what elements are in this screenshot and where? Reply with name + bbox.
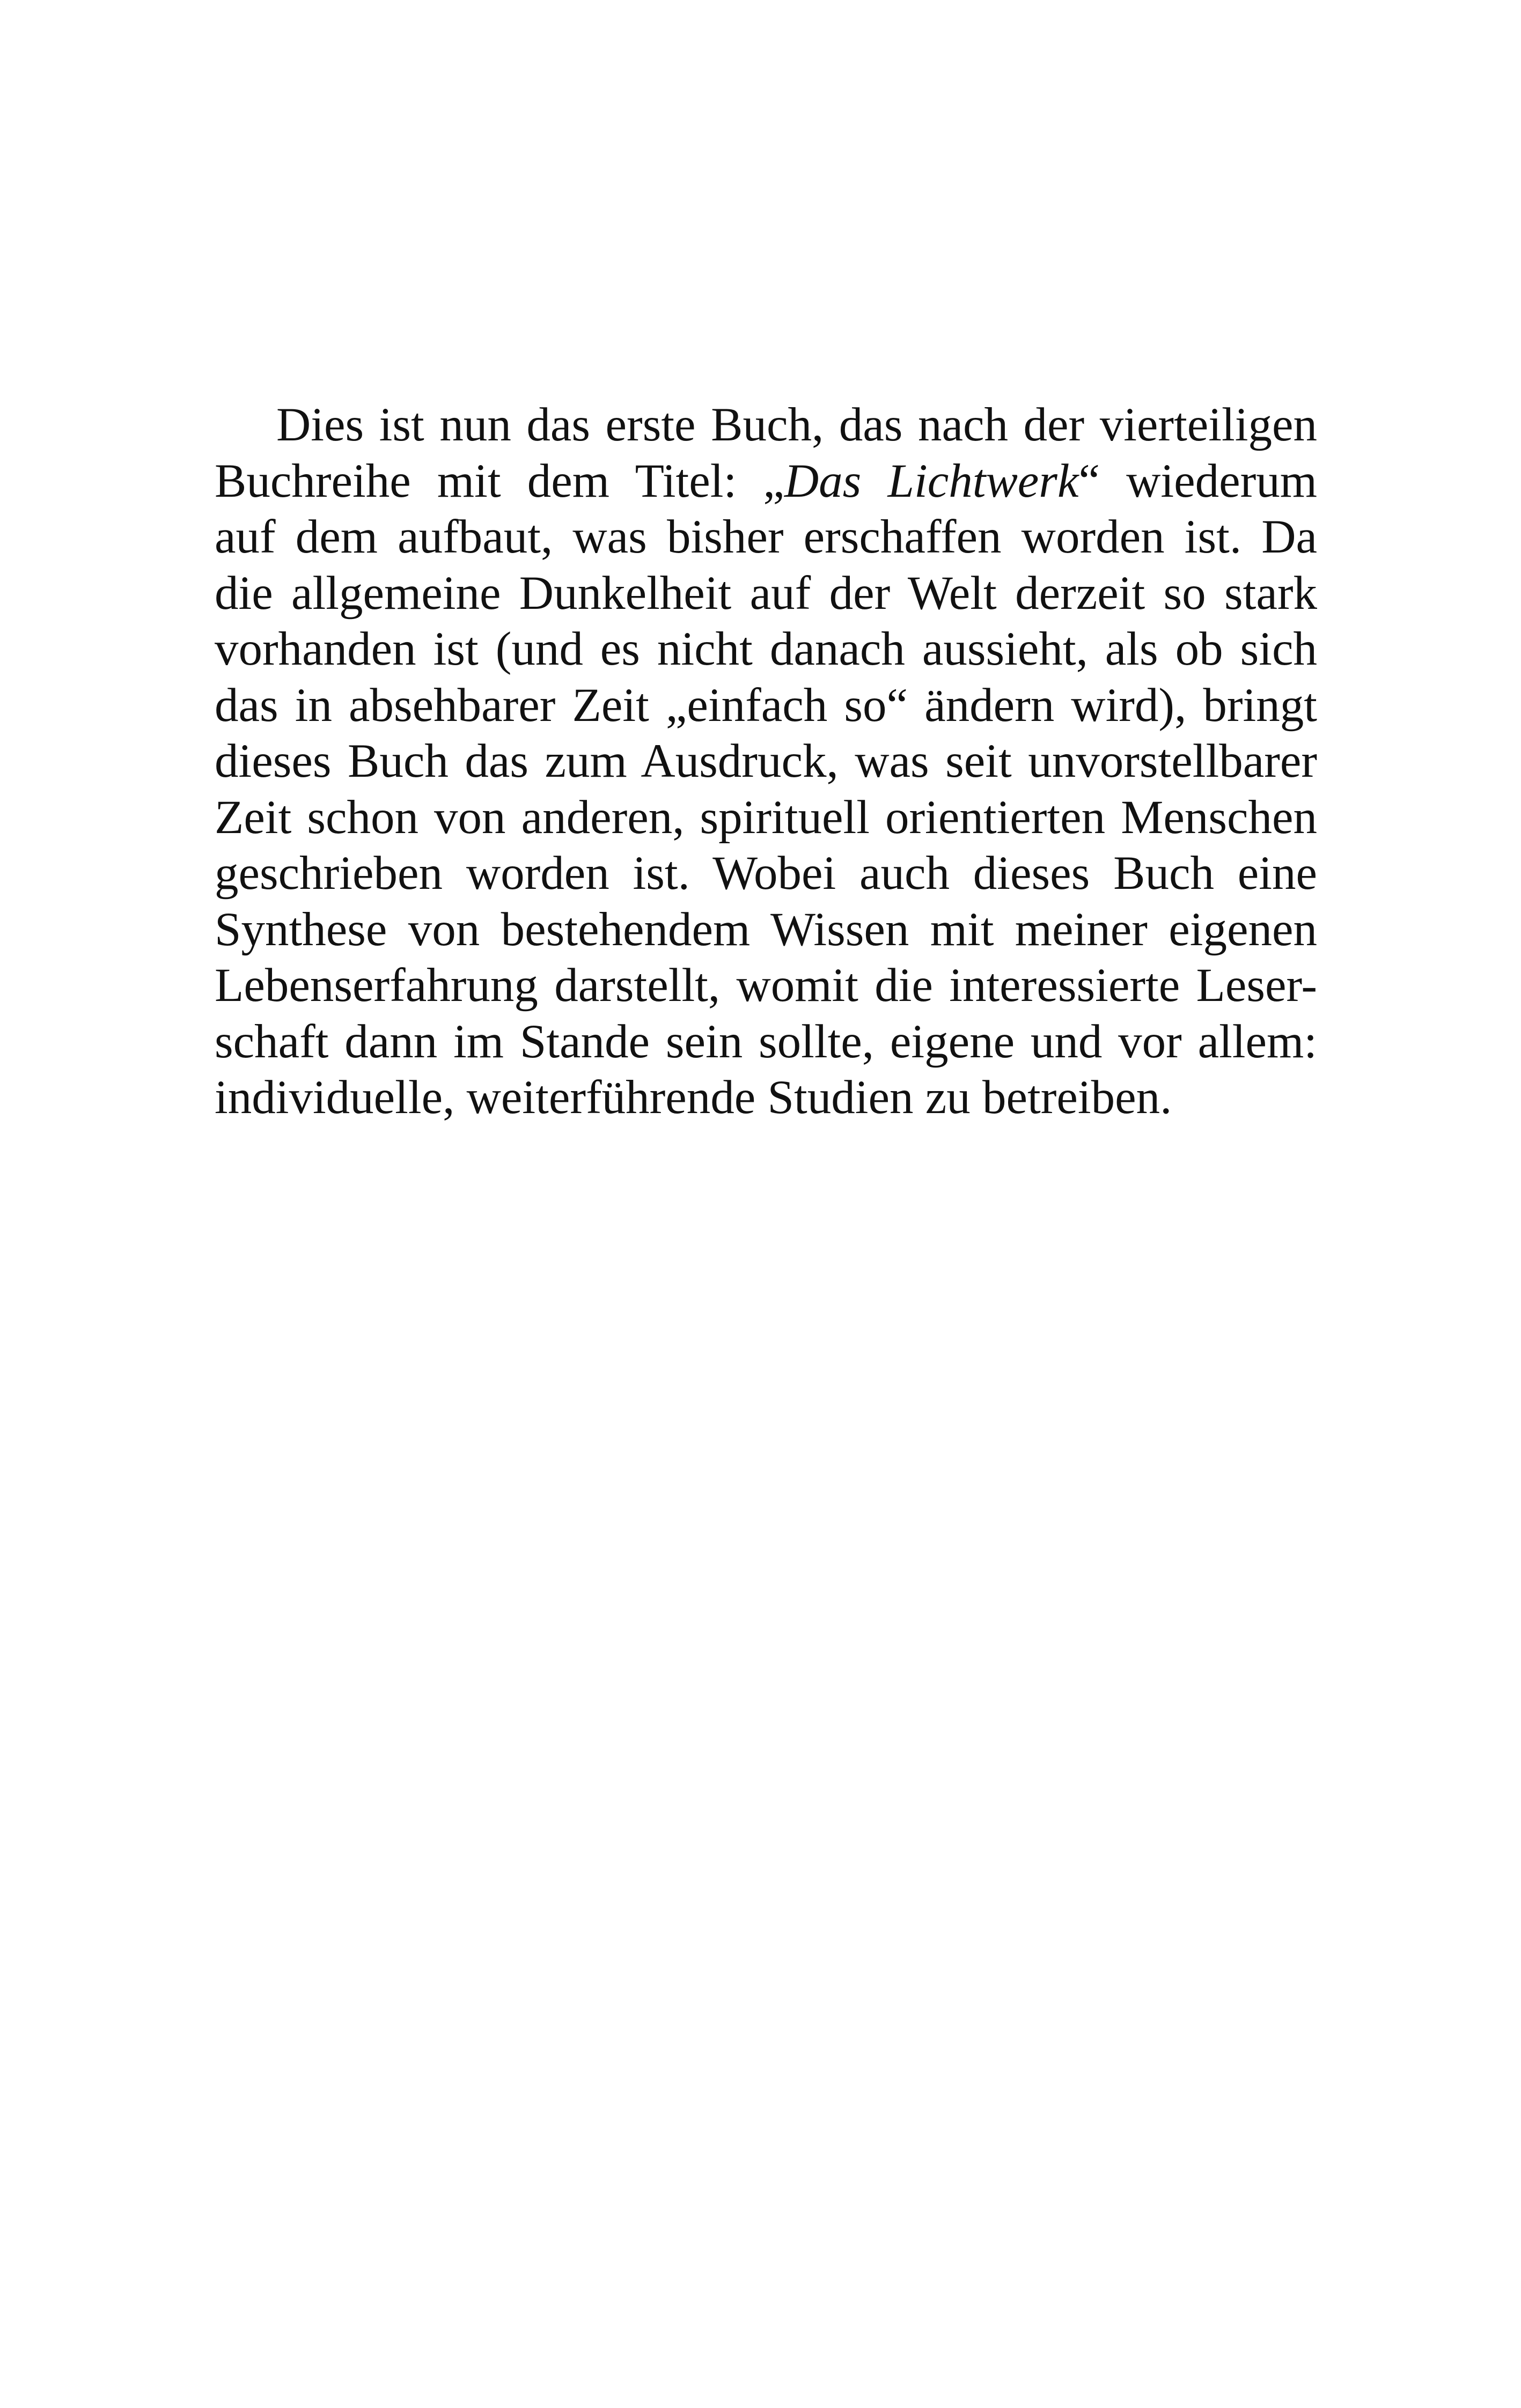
body-paragraph [215, 397, 1317, 1126]
paragraph-line: auf dem aufbaut, was bisher erschaffen worden ist. Da [215, 511, 1317, 563]
paragraph-line: die allgemeine Dunkelheit auf der Welt derzeit so stark [215, 566, 1317, 620]
paragraph-line: geschrieben worden ist. Wobei auch dieses Buch eine [215, 847, 1317, 900]
paragraph-line: vorhanden ist (und es nicht danach aussieht, als ob sich [215, 623, 1317, 675]
paragraph-line: individuelle, weiterführende Studien zu betreiben. [215, 1071, 1172, 1124]
paragraph-line-with-title [215, 453, 1317, 510]
line-text: “ wiederum [1078, 454, 1318, 507]
paragraph-line: Synthese von bestehendem Wissen mit meiner eigenen [215, 903, 1317, 956]
line-text: Buchreihe mit dem Titel: „ [215, 454, 784, 507]
paragraph-line: Zeit schon von anderen, spirituell orientierten Menschen [215, 791, 1317, 844]
paragraph-line: Dies ist nun das erste Buch, das nach der vierteiligen [276, 399, 1317, 451]
paragraph-line: das in absehbarer Zeit „einfach so“ ändern wird), bringt [215, 679, 1317, 732]
paragraph-line: Lebenserfahrung darstellt, womit die interessierte Leser- [215, 959, 1317, 1012]
paragraph-line: dieses Buch das zum Ausdruck, was seit unvorstellbarer [215, 735, 1317, 787]
paragraph-line: schaft dann im Stande sein sollte, eigene und vor allem: [215, 1015, 1317, 1068]
book-series-title: Das Lichtwerk [784, 454, 1079, 507]
